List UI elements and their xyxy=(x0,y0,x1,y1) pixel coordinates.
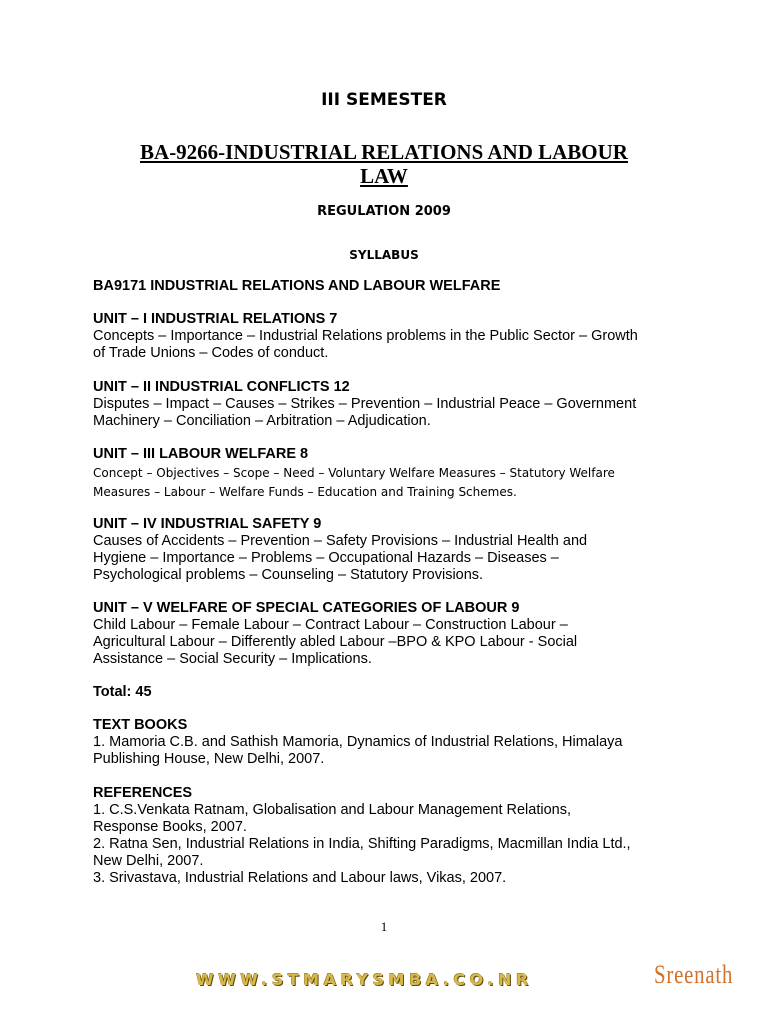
unit-3-line2: Measures – Labour – Welfare Funds – Education and Training Schemes. xyxy=(93,485,517,499)
unit-4-heading: UNIT – IV INDUSTRIAL SAFETY 9 xyxy=(93,516,322,532)
total-hours: Total: 45 xyxy=(93,684,152,700)
unit-1 xyxy=(93,311,693,362)
unit-5-heading: UNIT – V WELFARE OF SPECIAL CATEGORIES OF LABOUR 9 xyxy=(93,600,520,616)
syllabus-label: SYLLABUS xyxy=(349,248,419,262)
unit-3-heading: UNIT – III LABOUR WELFARE 8 xyxy=(93,446,309,462)
regulation-label: REGULATION 2009 xyxy=(317,204,451,219)
text-book-line2: Publishing House, New Delhi, 2007. xyxy=(93,751,325,767)
references-heading: REFERENCES xyxy=(93,785,193,801)
course-title xyxy=(84,140,684,188)
reference-line1: 1. C.S.Venkata Ratnam, Globalisation and Labour Management Relations, xyxy=(93,802,571,818)
unit-1-line2: of Trade Unions – Codes of conduct. xyxy=(93,345,329,361)
reference-line4: New Delhi, 2007. xyxy=(93,853,204,869)
unit-4-line2: Hygiene – Importance – Problems – Occupational Hazards – Diseases – xyxy=(93,550,559,566)
course-title-line1: BA-9266-INDUSTRIAL RELATIONS AND LABOUR xyxy=(140,140,628,164)
unit-4 xyxy=(93,516,693,584)
unit-2-line2: Machinery – Conciliation – Arbitration – Adjudication. xyxy=(93,413,431,429)
footer-website-url: WWW.STMARYSMBA.CO.NR xyxy=(196,970,533,989)
reference-line2: Response Books, 2007. xyxy=(93,819,247,835)
unit-2 xyxy=(93,379,693,430)
unit-4-line3: Psychological problems – Counseling – Statutory Provisions. xyxy=(93,567,484,583)
unit-5 xyxy=(93,600,693,668)
unit-2-line1: Disputes – Impact – Causes – Strikes – Prevention – Industrial Peace – Government xyxy=(93,396,637,412)
course-title-line2: LAW xyxy=(360,164,408,188)
references-section xyxy=(93,785,693,887)
semester-title: III SEMESTER xyxy=(321,90,447,110)
unit-1-heading: UNIT – I INDUSTRIAL RELATIONS 7 xyxy=(93,311,338,327)
page-number: 1 xyxy=(380,919,388,934)
unit-3-line1: Concept – Objectives – Scope – Need – Voluntary Welfare Measures – Statutory Welfare xyxy=(93,466,615,480)
unit-5-line2: Agricultural Labour – Differently abled Labour –BPO & KPO Labour - Social xyxy=(93,634,578,650)
unit-5-line1: Child Labour – Female Labour – Contract Labour – Construction Labour – xyxy=(93,617,568,633)
signature-watermark: Sreenath xyxy=(654,960,734,989)
reference-line5: 3. Srivastava, Industrial Relations and Labour laws, Vikas, 2007. xyxy=(93,870,507,886)
unit-4-line1: Causes of Accidents – Prevention – Safety Provisions – Industrial Health and xyxy=(93,533,588,549)
text-books-section xyxy=(93,717,693,768)
text-book-line1: 1. Mamoria C.B. and Sathish Mamoria, Dynamics of Industrial Relations, Himalaya xyxy=(93,734,623,750)
text-books-heading: TEXT BOOKS xyxy=(93,717,188,733)
subject-title: BA9171 INDUSTRIAL RELATIONS AND LABOUR WELFARE xyxy=(93,278,501,294)
unit-1-line1: Concepts – Importance – Industrial Relations problems in the Public Sector – Growth xyxy=(93,328,638,344)
unit-5-line3: Assistance – Social Security – Implications. xyxy=(93,651,372,667)
unit-3 xyxy=(93,446,693,502)
reference-line3: 2. Ratna Sen, Industrial Relations in India, Shifting Paradigms, Macmillan India Ltd., xyxy=(93,836,631,852)
unit-2-heading: UNIT – II INDUSTRIAL CONFLICTS 12 xyxy=(93,379,350,395)
